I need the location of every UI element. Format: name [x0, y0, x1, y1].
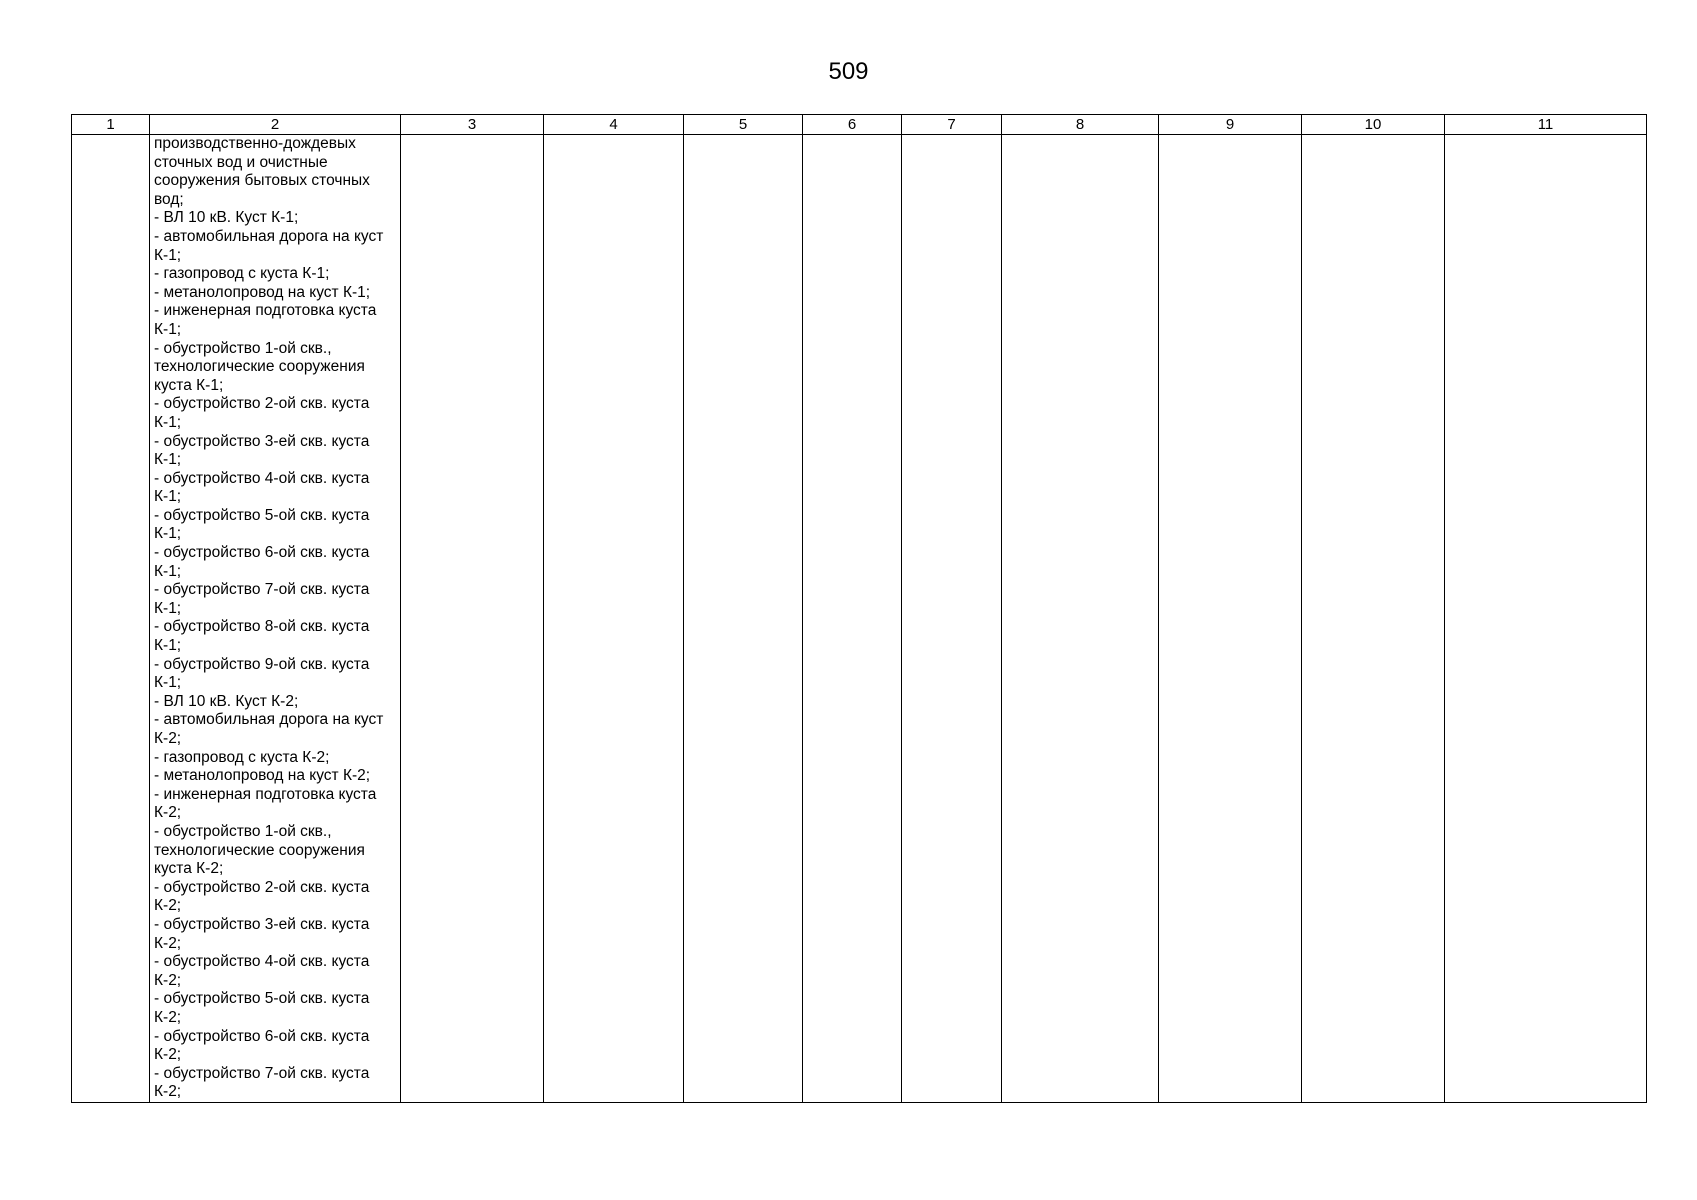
table-cell-col5 [684, 135, 803, 1103]
column-header-9: 9 [1159, 115, 1302, 135]
table-cell-col3 [401, 135, 544, 1103]
column-header-10: 10 [1302, 115, 1445, 135]
column-header-6: 6 [803, 115, 902, 135]
table-cell-col4 [544, 135, 684, 1103]
column-header-3: 3 [401, 115, 544, 135]
column-header-7: 7 [902, 115, 1002, 135]
table-cell-col6 [803, 135, 902, 1103]
table-cell-col2 [150, 135, 401, 1103]
page-number: 509 [828, 58, 869, 85]
table-cell-col7 [902, 135, 1002, 1103]
table-header-row [72, 115, 1647, 135]
column-header-4: 4 [544, 115, 684, 135]
column-header-1: 1 [72, 115, 150, 135]
table-row [72, 135, 1647, 1103]
table-cell-col10 [1302, 135, 1445, 1103]
table-cell-col8 [1002, 135, 1159, 1103]
column-header-2: 2 [150, 115, 401, 135]
data-table [71, 114, 1647, 1103]
object-list-text: производственно-дождевых сточных вод и очистные сооружения бытовых сточных вод; - ВЛ 10 кВ. Куст К-1; - автомобильная дорога на куст К-1; - газопровод с куста К-1; - метанолопровод на куст К-1; - инженерная подготовка куста К-1; - обустройство 1-ой скв., технологические сооружения куста К-1; - обустройство 2-ой скв. куста К-1; - обустройство 3-ей скв. куста К-1; - обустройство 4-ой скв. куста К-1; - обустройство 5-ой скв. куста К-1; - обустройство 6-ой скв. куста К-1; - обустройство 7-ой скв. куста К-1; - обустройство 8-ой скв. куста К-1; - обустройство 9-ой скв. куста К-1; - ВЛ 10 кВ. Куст К-2; - автомобильная дорога на куст К-2; - газопровод с куста К-2; - метанолопровод на куст К-2; - инженерная подготовка куста К-2; - обустройство 1-ой скв., технологические сооружения куста К-2; - обустройство 2-ой скв. куста К-2; - обустройство 3-ей скв. куста К-2; - обустройство 4-ой скв. куста К-2; - обустройство 5-ой скв. куста К-2; - обустройство 6-ой скв. куста К-2; - обустройство 7-ой скв. куста К-2; [154, 135, 384, 1101]
table-cell-col9 [1159, 135, 1302, 1103]
table-cell-col1 [72, 135, 150, 1103]
column-header-5: 5 [684, 115, 803, 135]
table-cell-col11 [1445, 135, 1647, 1103]
column-header-11: 11 [1445, 115, 1647, 135]
column-header-8: 8 [1002, 115, 1159, 135]
